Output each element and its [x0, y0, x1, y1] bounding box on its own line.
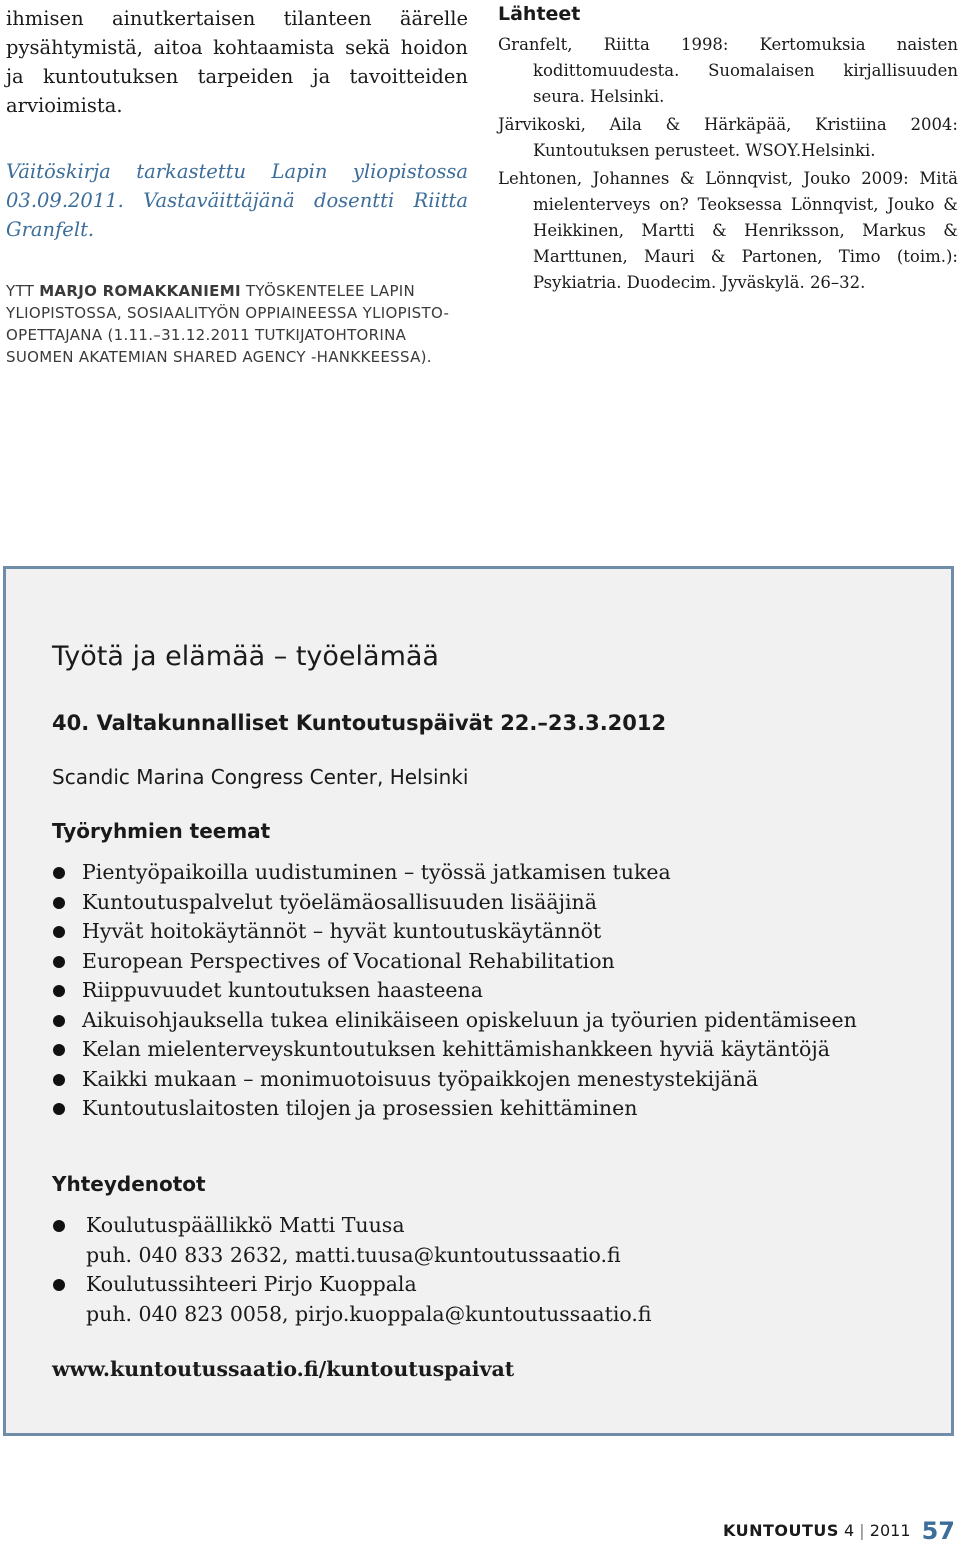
website-link[interactable]: www.kuntoutussaatio.fi/kuntoutuspaivat — [52, 1357, 515, 1381]
theme-label: Aikuisohjauksella tukea elinikäiseen opiskeluun ja työurien pidentämiseen — [82, 1007, 857, 1032]
bullet-icon — [53, 1044, 65, 1056]
event-announcement-box — [3, 566, 954, 1436]
author-description: TYÖSKENTELEE LAPIN YLIOPISTOSSA, SOSIAALITYÖN OPPIAINEESSA YLIOPISTO-OPETTAJANA (1.11.–31.12.2011 TUTKIJATOHTORINA SUOMEN AKATEMIAN SHARED AGENCY -HANKKEESSA). — [6, 282, 450, 366]
thesis-note: Väitöskirja tarkastettu Lapin yliopistossa 03.09.2011. Vastaväittäjänä dosentti Riitta Granfelt. — [6, 160, 468, 241]
magazine-name: KUNTOUTUS — [722, 1521, 839, 1540]
contact-item — [52, 1270, 652, 1329]
body-paragraph: ihmisen ainutkertaisen tilanteen äärelle pysähtymistä, aitoa kohtaamista sekä hoidon ja kuntoutuksen tarpeiden ja tavoitteiden arvioimista. — [6, 7, 468, 117]
theme-item — [52, 917, 857, 947]
author-prefix: YTT — [6, 282, 40, 300]
bullet-icon — [53, 1279, 65, 1291]
bullet-icon — [53, 1015, 65, 1027]
author-name: MARJO ROMAKKANIEMI — [39, 282, 241, 300]
theme-label: Kaikki mukaan – monimuotoisuus työpaikkojen menestystekijänä — [82, 1066, 759, 1091]
page-footer — [722, 1514, 955, 1545]
contacts-heading: Yhteydenotot — [52, 1172, 206, 1196]
theme-label: Pientyöpaikoilla uudistuminen – työssä jatkamisen tukea — [82, 860, 671, 884]
bullet-icon — [53, 897, 65, 909]
contact-item — [52, 1211, 652, 1270]
references-column — [498, 0, 958, 296]
bullet-icon — [53, 1220, 65, 1232]
contact-name: Koulutussihteeri Pirjo Kuoppala — [86, 1272, 417, 1296]
theme-item — [52, 888, 857, 918]
theme-item — [52, 858, 857, 888]
contacts-list — [52, 1211, 652, 1329]
theme-label: Kuntoutuslaitosten tilojen ja prosessien kehittäminen — [82, 1096, 638, 1120]
theme-label: Kuntoutuspalvelut työelämäosallisuuden lisääjinä — [82, 889, 597, 914]
theme-label: European Perspectives of Vocational Rehabilitation — [82, 948, 615, 973]
issue-year: 2011 — [869, 1521, 911, 1540]
contact-name: Koulutuspäällikkö Matti Tuusa — [86, 1213, 405, 1237]
author-note — [6, 280, 468, 368]
theme-label: Hyvät hoitokäytännöt – hyvät kuntoutuskäytännöt — [82, 919, 602, 943]
reference-item: Granfelt, Riitta 1998: Kertomuksia naisten kodittomuudesta. Suomalaisen kirjallisuuden seura. Helsinki. — [498, 35, 958, 106]
theme-label: Riippuvuudet kuntoutuksen haasteena — [82, 978, 483, 1002]
left-column — [6, 4, 468, 368]
bullet-icon — [53, 926, 65, 938]
reference-item: Järvikoski, Aila & Härkäpää, Kristiina 2004: Kuntoutuksen perusteet. WSOY.Helsinki. — [498, 115, 958, 160]
themes-list — [52, 858, 857, 1124]
theme-item — [52, 1094, 857, 1124]
bullet-icon — [53, 867, 65, 879]
references-heading: Lähteet — [498, 3, 581, 25]
theme-item — [52, 1035, 857, 1065]
issue-number: 4 — [844, 1521, 855, 1540]
bullet-icon — [53, 956, 65, 968]
bullet-icon — [53, 985, 65, 997]
contact-details[interactable]: puh. 040 833 2632, matti.tuusa@kuntoutussaatio.fi — [86, 1242, 621, 1267]
page-number: 57 — [921, 1517, 955, 1545]
reference-item: Lehtonen, Johannes & Lönnqvist, Jouko 2009: Mitä mielenterveys on? Teoksessa Lönnqvist, Jouko & Heikkinen, Martti & Henriksson, Markus & Marttunen, Mauri & Partonen, Timo (toim.): Psykiatria. Duodecim. Jyväskylä. 26–32. — [498, 169, 958, 292]
event-title: Työtä ja elämää – työelämää — [52, 641, 439, 672]
bullet-icon — [53, 1074, 65, 1086]
event-subtitle: 40. Valtakunnalliset Kuntoutuspäivät 22.–23.3.2012 — [52, 711, 667, 735]
theme-item — [52, 1006, 857, 1036]
contact-details[interactable]: puh. 040 823 0058, pirjo.kuoppala@kuntoutussaatio.fi — [86, 1301, 652, 1326]
theme-item — [52, 947, 857, 977]
bullet-icon — [53, 1103, 65, 1115]
theme-label: Kelan mielenterveyskuntoutuksen kehittämishankkeen hyviä käytäntöjä — [82, 1037, 830, 1061]
theme-item — [52, 976, 857, 1006]
theme-item — [52, 1065, 857, 1095]
footer-separator: | — [859, 1521, 865, 1540]
event-venue: Scandic Marina Congress Center, Helsinki — [52, 765, 469, 789]
themes-heading: Työryhmien teemat — [52, 819, 271, 843]
